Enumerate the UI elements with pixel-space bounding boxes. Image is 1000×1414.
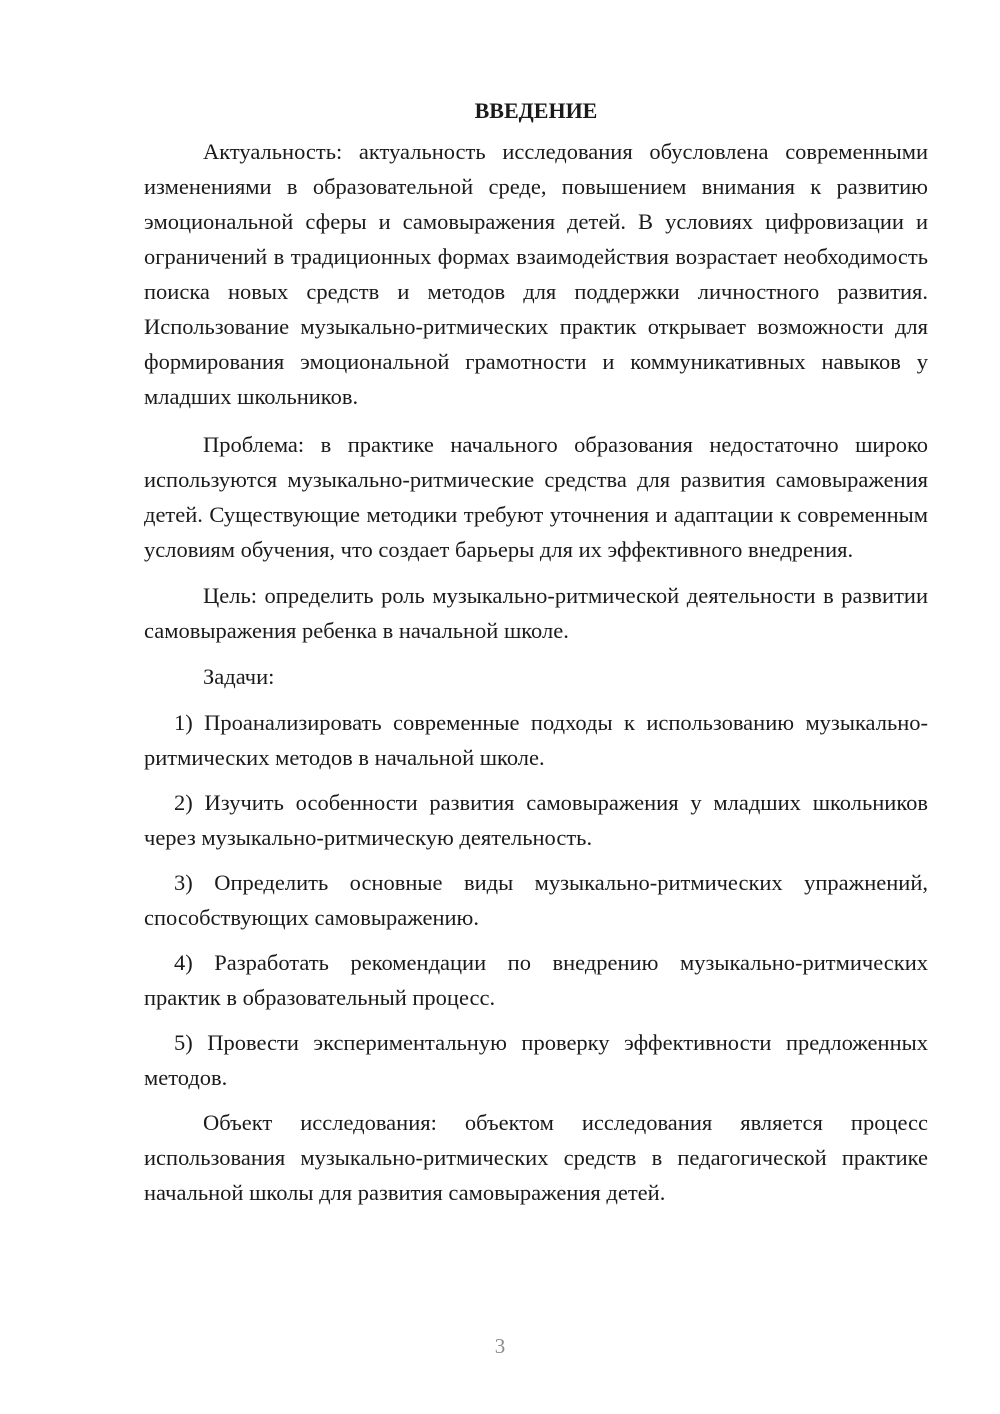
goal-paragraph: Цель: определить роль музыкально-ритмической деятельности в развитии самовыражения ребенка в начальной школе.: [144, 583, 928, 643]
page-number: 3: [494, 1334, 506, 1358]
problem-paragraph: Проблема: в практике начального образования недостаточно широко используются музыкально-ритмические средства для развития самовыражения детей. Существующие методики требуют уточнения и адаптации к современным условиям обучения, что создает барьеры для их эффективного внедрения.: [144, 432, 928, 562]
task-item-1: 1) Проанализировать современные подходы к использованию музыкально-ритмических методов в начальной школе.: [144, 710, 928, 770]
document-page: [144, 96, 928, 1221]
tasks-heading: Задачи:: [203, 664, 275, 689]
section-title: ВВЕДЕНИЕ: [474, 98, 598, 123]
task-item-5: 5) Провести экспериментальную проверку эффективности предложенных методов.: [144, 1030, 928, 1090]
relevance-paragraph: Актуальность: актуальность исследования обусловлена современными изменениями в образовательной среде, повышением внимания к развитию эмоциональной сферы и самовыражения детей. В условиях цифровизации и ограничений в традиционных формах взаимодействия возрастает необходимость поиска новых средств и методов для поддержки личностного развития. Использование музыкально-ритмических практик открывает возможности для формирования эмоциональной грамотности и коммуникативных навыков у младших школьников.: [144, 139, 928, 409]
task-item-2: 2) Изучить особенности развития самовыражения у младших школьников через музыкально-ритмическую деятельность.: [144, 790, 928, 850]
task-item-4: 4) Разработать рекомендации по внедрению музыкально-ритмических практик в образовательный процесс.: [144, 950, 928, 1010]
object-paragraph: Объект исследования: объектом исследования является процесс использования музыкально-ритмических средств в педагогической практике начальной школы для развития самовыражения детей.: [144, 1110, 928, 1205]
task-item-3: 3) Определить основные виды музыкально-ритмических упражнений, способствующих самовыражению.: [144, 870, 928, 930]
